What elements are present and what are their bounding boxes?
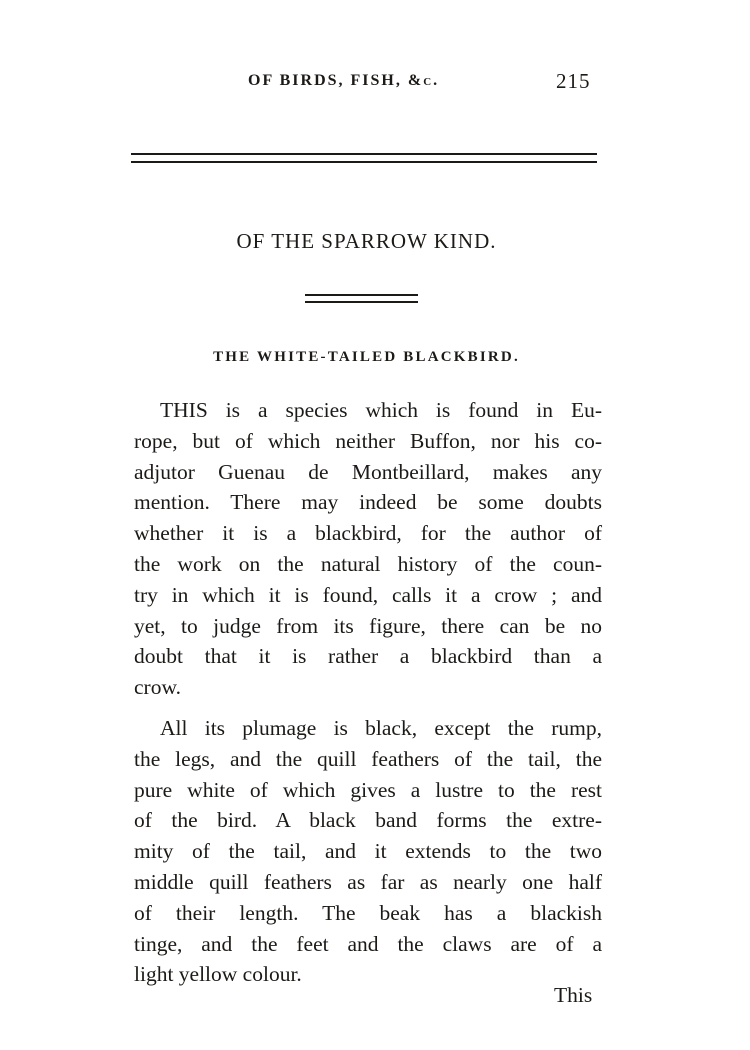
paragraph-1 <box>134 395 602 703</box>
text-line: mity of the tail, and it extends to the two <box>134 839 602 864</box>
text-line: tinge, and the feet and the claws are of a <box>134 931 602 956</box>
text-line: middle quill feathers as far as nearly one half <box>134 869 602 894</box>
text-line: the work on the natural history of the coun- <box>134 551 602 576</box>
text-line: doubt that it is rather a blackbird than a <box>134 644 602 669</box>
paragraph-gap <box>134 703 602 713</box>
body-text <box>134 395 602 990</box>
text-line: light yellow colour. <box>134 962 302 987</box>
text-line: of their length. The beak has a blackish <box>134 900 602 925</box>
text-line: pure white of which gives a lustre to the rest <box>134 777 602 802</box>
text-line: crow. <box>134 675 181 700</box>
text-line: adjutor Guenau de Montbeillard, makes any <box>134 459 602 484</box>
text-line: All its plumage is black, except the rump, <box>160 715 602 740</box>
text-line: try in which it is found, calls it a crow ; and <box>134 582 602 607</box>
page-number: 215 <box>556 69 591 93</box>
running-head: OF BIRDS, FISH, &c. <box>248 72 440 89</box>
catchword: This <box>554 983 593 1007</box>
paragraph-2 <box>134 713 602 990</box>
text-line: of the bird. A black band forms the extre- <box>134 808 602 833</box>
header-double-rule <box>131 153 597 163</box>
text-line: mention. There may indeed be some doubts <box>134 490 602 515</box>
text-line: rope, but of which neither Buffon, nor his co- <box>134 428 602 453</box>
article-title: THE WHITE-TAILED BLACKBIRD. <box>213 349 520 365</box>
text-line: the legs, and the quill feathers of the tail, the <box>134 746 602 771</box>
section-ornament-rule <box>305 294 418 303</box>
text-line: THIS is a species which is found in Eu- <box>160 398 602 422</box>
text-line: whether it is a blackbird, for the author of <box>134 521 602 546</box>
section-title: OF THE SPARROW KIND. <box>236 229 497 253</box>
text-line: yet, to judge from its figure, there can be no <box>134 613 602 638</box>
